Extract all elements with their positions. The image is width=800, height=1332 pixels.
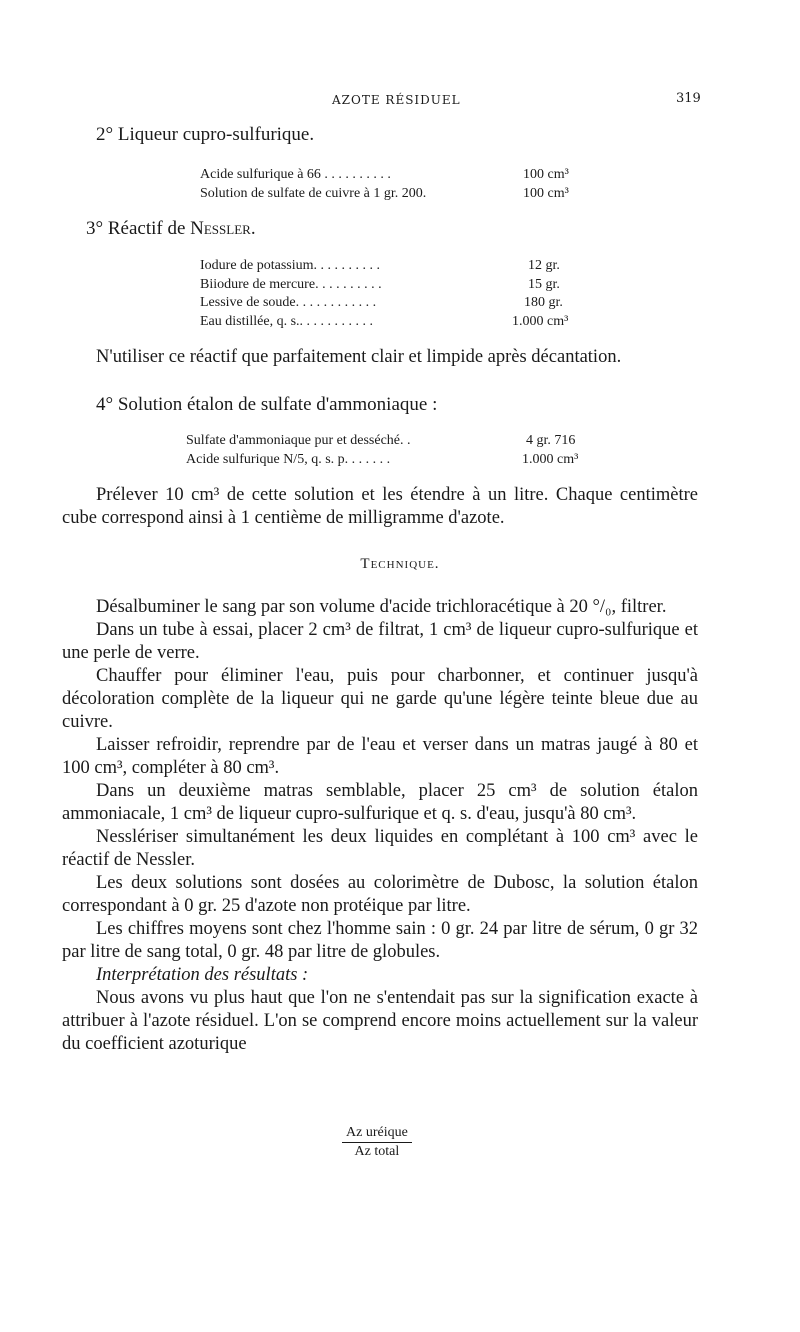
recipe-ingredient: Lessive de soude. . . . . . . . . . . .	[200, 295, 377, 311]
recipe-quantity: 100 cm³	[523, 167, 569, 182]
running-title: AZOTE RÉSIDUEL	[332, 93, 461, 107]
recipe-ingredient: Acide sulfurique N/5, q. s. p. . . . . . .	[186, 451, 391, 467]
fraction-bar	[342, 1142, 412, 1143]
technique-paragraph: Désalbuminer le sang par son volume d'acide trichloracétique à 20 °/₀, filtrer.	[96, 597, 667, 617]
recipe-row	[186, 451, 579, 470]
technique-paragraph: Dans un deuxième matras semblable, placer 25 cm³ de solution étalon ammoniacale, 1 cm³ de liqueur cupro-sulfurique et q. s. d'eau, jusqu'à 80 cm³.	[62, 781, 698, 824]
reagent-3-recipe	[200, 257, 569, 331]
interpretation-paragraph: Nous avons vu plus haut que l'on ne s'entendait pas sur la signification exacte à attribuer à l'azote résiduel. L'on se comprend encore moins actuellement sur la valeur du coefficient azoturique	[62, 988, 698, 1054]
technique-title: Technique.	[360, 556, 440, 572]
reagent-3-title	[86, 218, 256, 240]
reagent-3-title-name: Nessler.	[190, 218, 256, 239]
recipe-row	[200, 294, 563, 313]
note-dilution: Prélever 10 cm³ de cette solution et les étendre à un litre. Chaque centimètre cube correspond ainsi à 1 centième de milligramme d'azote.	[62, 485, 698, 528]
recipe-quantity: 180 gr.	[524, 295, 563, 311]
recipe-quantity: 12 gr.	[528, 258, 560, 273]
reagent-2-recipe	[200, 166, 569, 203]
technique-paragraph: Les chiffres moyens sont chez l'homme sain : 0 gr. 24 par litre de sérum, 0 gr 32 par litre de sang total, 0 gr. 48 par litre de globules.	[62, 919, 698, 962]
recipe-ingredient: Iodure de potassium. . . . . . . . . .	[200, 258, 381, 273]
recipe-quantity: 4 gr. 716	[526, 433, 576, 448]
technique-paragraph: Les deux solutions sont dosées au colorimètre de Dubosc, la solution étalon correspondant à 0 gr. 25 d'azote non protéique par litre.	[62, 873, 698, 916]
fraction-numerator: Az uréique	[346, 1125, 408, 1140]
recipe-row	[200, 166, 569, 185]
recipe-ingredient: Sulfate d'ammoniaque pur et desséché. .	[186, 433, 411, 448]
recipe-row	[200, 185, 569, 204]
page-number: 319	[676, 91, 701, 106]
reagent-3-title-prefix: 3° Réactif de	[86, 218, 191, 239]
recipe-ingredient: Solution de sulfate de cuivre à 1 gr. 200.	[200, 185, 427, 201]
recipe-row	[200, 276, 560, 295]
recipe-row	[200, 257, 560, 276]
recipe-ingredient: Biiodure de mercure. . . . . . . . . .	[200, 276, 382, 292]
technique-paragraph: Chauffer pour éliminer l'eau, puis pour charbonner, et continuer jusqu'à décoloration complète de la liqueur qui ne garde qu'une légère teinte bleue due au cuivre.	[62, 666, 698, 732]
azoturic-coefficient-fraction	[342, 1125, 412, 1160]
technique-paragraph: Laisser refroidir, reprendre par de l'eau et verser dans un matras jaugé à 80 et 100 cm³, compléter à 80 cm³.	[62, 735, 698, 778]
recipe-quantity: 100 cm³	[523, 185, 569, 201]
recipe-quantity: 1.000 cm³	[522, 451, 579, 467]
reagent-2-title: 2° Liqueur cupro-sulfurique.	[96, 124, 315, 145]
note-clear: N'utiliser ce réactif que parfaitement clair et limpide après décantation.	[96, 347, 622, 367]
recipe-ingredient: Acide sulfurique à 66 . . . . . . . . . .	[200, 167, 391, 182]
fraction-denominator: Az total	[354, 1144, 400, 1159]
recipe-row	[186, 432, 576, 451]
technique-paragraph: Nesslériser simultanément les deux liquides en complétant à 100 cm³ avec le réactif de Nessler.	[62, 827, 698, 870]
technique-body	[62, 596, 698, 1056]
reagent-4-title: 4° Solution étalon de sulfate d'ammoniaque :	[96, 394, 438, 415]
technique-paragraph: Dans un tube à essai, placer 2 cm³ de filtrat, 1 cm³ de liqueur cupro-sulfurique et une perle de verre.	[62, 620, 698, 663]
recipe-quantity: 1.000 cm³	[512, 313, 569, 329]
recipe-row	[200, 313, 569, 332]
reagent-4-recipe	[186, 432, 579, 469]
interpretation-title: Interprétation des résultats :	[96, 965, 309, 985]
recipe-ingredient: Eau distillée, q. s.. . . . . . . . . . .	[200, 313, 374, 329]
recipe-quantity: 15 gr.	[528, 276, 560, 292]
